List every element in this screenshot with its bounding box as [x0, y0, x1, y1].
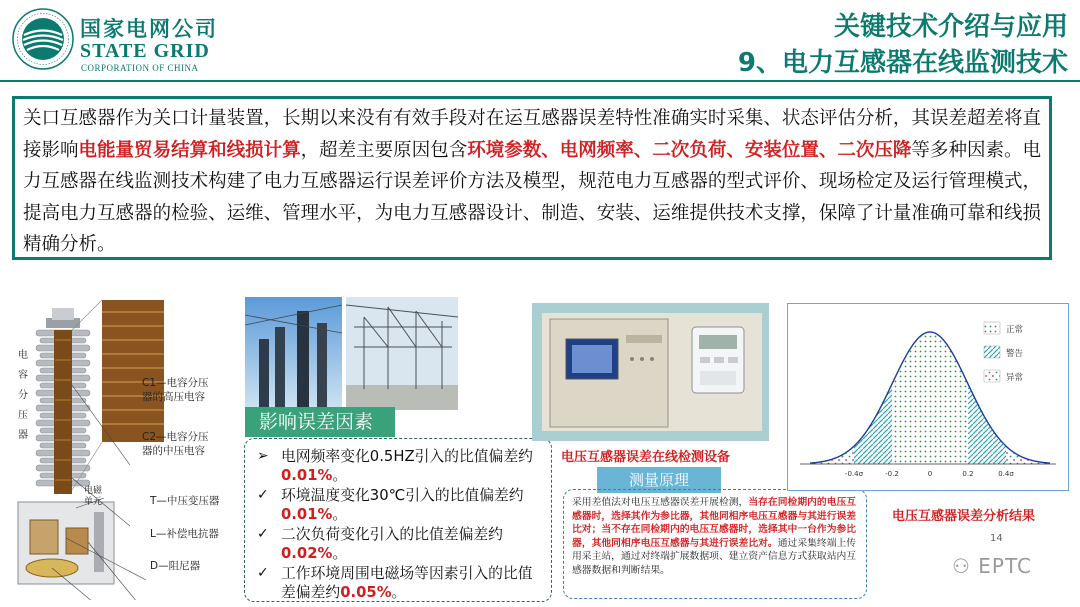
- error-distribution-chart: [787, 303, 1069, 491]
- x-tick-label: 0: [927, 470, 933, 478]
- label-c1: C1—电容分压器的高压电容: [142, 377, 209, 403]
- intro-highlight-1: 电能量贸易结算和线损计算: [78, 139, 301, 161]
- x-tick-label: -0.2: [885, 470, 899, 478]
- arrow-bullet-icon: ➢: [257, 448, 269, 464]
- x-tick-label: -0.4σ: [844, 470, 864, 478]
- principle-text-1: 采用差值法对电压互感器误差开展检测，: [572, 497, 749, 508]
- x-tick-label: 0.4σ: [998, 470, 1014, 478]
- factor-item: ✓ 二次负荷变化引入的比值差偏差约0.02%。: [257, 526, 503, 562]
- header-divider: [0, 80, 1080, 82]
- principle-box: [563, 489, 867, 599]
- watermark: ⚇ EPTC: [952, 554, 1033, 578]
- check-bullet-icon: ✓: [257, 526, 269, 542]
- factors-box: [244, 438, 552, 602]
- intro-highlight-2: 环境参数、电网频率、二次负荷、安装位置、二次压降: [467, 139, 912, 161]
- svg-text:电 容 分 压 器: 电 容 分 压 器: [18, 350, 28, 441]
- intro-text-3: 等多种因素。电力互感器在线监测技术构建了电力互感器运行误差评价方法及模型，规范电力互感器的型式评价、现场检定及运行管理模式，提高电力互感器的检验、运维、管理水平，为电力互感器设计、制造、安装、运维提供技术支撑，保障了计量准确可靠和线损精确分析。: [23, 139, 1041, 255]
- label-em-unit: 电磁单元: [84, 486, 103, 507]
- legend-label: 正常: [1006, 325, 1024, 335]
- factor-item: ✓ 环境温度变化30℃引入的比值偏差约0.01%。: [257, 487, 524, 523]
- state-grid-logo: [12, 8, 74, 70]
- intro-text-1: 关口互感器作为关口计量装置，长期以来没有有效手段对在运互感器误差特性准确实时采集、状态评估分析，其误差超差将直接影响: [23, 108, 1041, 161]
- legend-swatch: [984, 346, 1000, 358]
- side-label-c1: 电: [18, 350, 28, 361]
- device-caption: 电压互感器误差在线检测设备: [561, 450, 731, 465]
- check-bullet-icon: ✓: [257, 487, 269, 503]
- factor-item: ✓ 工作环境周围电磁场等因素引入的比值差偏差约0.05%。: [257, 565, 533, 601]
- factors-title: 影响误差因素: [245, 407, 395, 437]
- distribution-region: [810, 446, 854, 464]
- distribution-region: [1006, 446, 1050, 464]
- principle-rule-1: 当存在同检期内的电压互感器时，选择其作为参比器，其他同相序电压互感器与其进行误差比对；: [572, 497, 857, 535]
- x-tick-label: 0.2: [962, 470, 974, 478]
- factor-item: ➢ 电网频率变化0.5HZ引入的比值偏差约0.01%。: [257, 448, 533, 484]
- principle-rule-2: 当不存在同检期内的电压互感器时，选择其中一台作为参比器，其他同相序电压互感器与其进行误差比对。: [572, 524, 857, 549]
- substation-photo-2: [346, 297, 458, 410]
- legend-swatch: [984, 370, 1000, 382]
- brand-name-cn: 国家电网公司: [80, 17, 218, 41]
- check-bullet-icon: ✓: [257, 565, 269, 581]
- wechat-icon: ⚇: [952, 554, 971, 578]
- principle-text-2: 通过采集终端上传用采主站，通过对终端扩展数据项、建立资产信息方式获取站内互感器数据和判断结果。: [572, 537, 857, 576]
- label-c2: C2—电容分压器的中压电容: [142, 431, 209, 457]
- label-t: T—中压变压器: [150, 495, 220, 507]
- slide-title: 关键技术介绍与应用: [833, 12, 1068, 42]
- principle-title: 测量原理: [597, 467, 721, 493]
- slide-subtitle: 9、电力互感器在线监测技术: [737, 48, 1068, 78]
- distribution-region: [892, 332, 968, 464]
- label-d: D—阻尼器: [150, 560, 201, 572]
- brand-subtitle: CORPORATION OF CHINA: [81, 63, 199, 73]
- intro-paragraph: [12, 96, 1052, 260]
- substation-photo-1: [245, 297, 342, 410]
- legend-swatch: [984, 322, 1000, 334]
- monitoring-device-photo: [542, 313, 762, 431]
- legend-label: 异常: [1006, 373, 1024, 383]
- legend-label: 警告: [1006, 349, 1024, 359]
- result-caption: 电压互感器误差分析结果: [892, 509, 1036, 524]
- label-l: L—补偿电抗器: [150, 528, 219, 540]
- page-number: 14: [990, 533, 1003, 544]
- brand-name-en: STATE GRID: [80, 40, 210, 62]
- intro-text-2: ，超差主要原因包含: [300, 139, 468, 161]
